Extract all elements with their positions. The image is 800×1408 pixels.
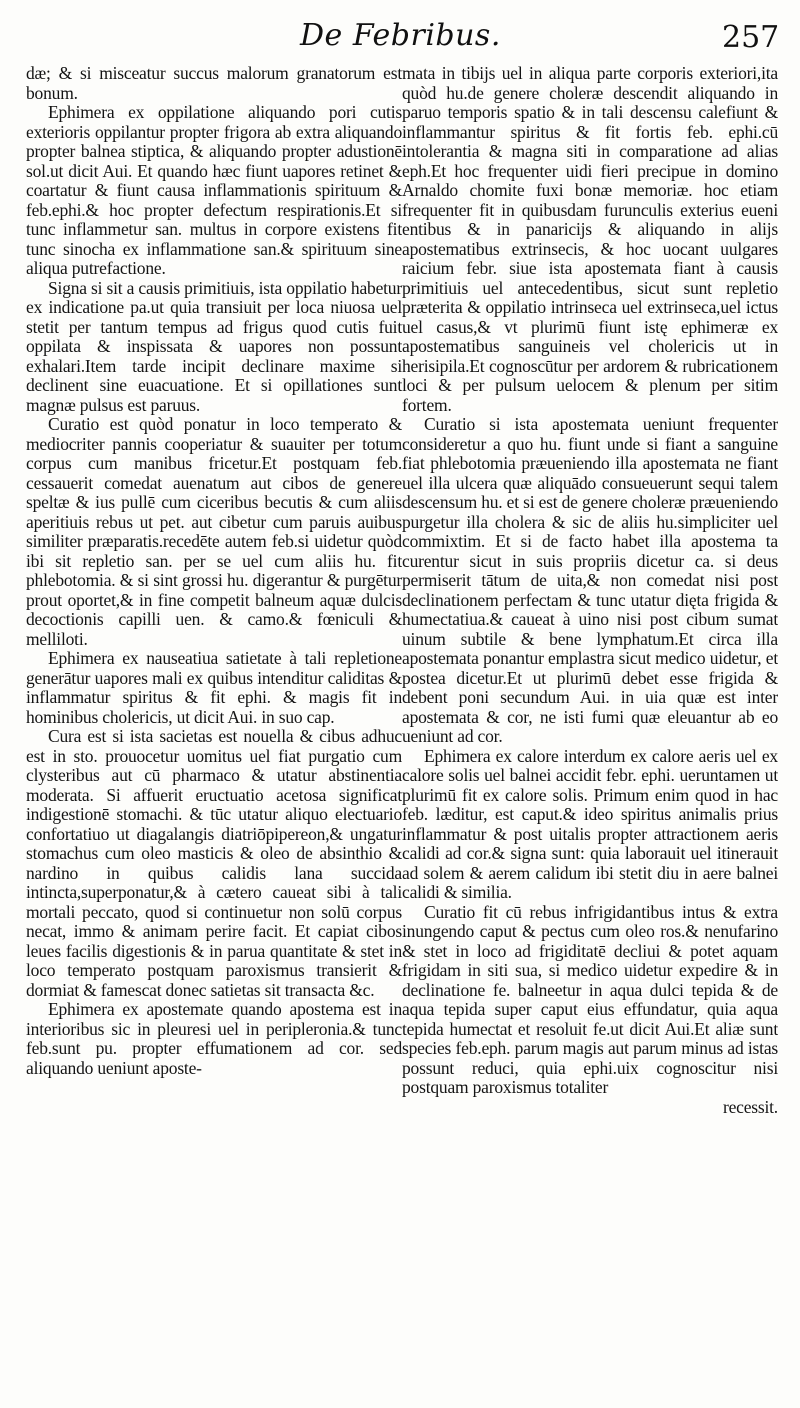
paragraph-closing-word: recessit. (722, 1096, 778, 1117)
paragraph: Ephimera ex apostemate quando apostema est in interioribus sic in pleuresi uel in peripleronia.& tunc feb.sunt pu. propter effumationem ad cor. sed aliquando ueniunt aposte- (26, 999, 402, 1078)
paragraph: Ephimera ex nauseatiua satietate à tali repletione generātur uapores mali ex quibus intenditur caliditas & inflammatur spiritus & fit ephi. & magis fit in hominibus cholericis, ut dicit Aui. in suo cap. (26, 648, 402, 727)
left-text-column (26, 64, 402, 1400)
paragraph: Curatio si ista apostemata ueniunt frequenter consideretur a quo hu. fiunt unde si fiant a sanguine fiat phlebotomia præueniendo illa apostemata ne fiant uel illa ulcera quæ aliquādo consueuerunt sequi talem descensum hu. et si est de genere choleræ præueniendo purgetur illa cholera & sic de aliis hu.simpliciter uel commixtim. Et si de facto habet illa apostema ta curentur sicut in suis propriis dicetur ca. si deus permiserit tātum de uita,& non comedat nisi post declinationem perfectam & tunc utatur dięta frigida & humectatiua.& caueat à uino nisi post cibum sumat uinum subtile & bene lymphatum.Et circa illa apostemata ponantur emplastra sicut medico uidetur, et postea dicetur.Et ut plurimū debet esse frigida & debent poni secundum Aui. in uia quæ est inter apostemata & cor, ne isti fumi quæ eleuantur ab eo ueniunt ad cor. (402, 414, 778, 746)
paragraph: Curatio est quòd ponatur in loco temperato & mediocriter pannis cooperiatur & suauiter per totum corpus cum manibus fricetur.Et postquam feb. cessauerit comedat auenatum aut cibos de genere speltæ & ius pullē cum ciceribus becutis & cum aliis aperitiuis rebus ut pet. aut cibetur cum paruis auibus similiter præparatis.recedēte autem feb.si uidetur quòd ibi sit repletio san. per se uel cum aliis hu. fit phlebotomia. & si sint grossi hu. digerantur & purgētur prout oportet,& in fine competit balneum aquæ dulcis decoctionis capilli uen. & camo.& fœniculi & melliloti. (26, 414, 402, 649)
paragraph: Signa si sit a causis primitiuis, ista oppilatio habetur ex indicatione pa.ut quia transiuit per loca niuosa uel stetit per tantum tempus ad frigus quod cutis fuit oppilata & inspissata & uapores non possunt exhalari.Item tarde incipit declinare maxime si declinent sine euacuatione. Et si opillationes sunt magnæ pulsus est paruus. (26, 277, 402, 415)
paragraph: Ephimera ex calore interdum ex calore aeris uel ex calore solis uel balnei accidit febr. ephi. ueruntamen ut plurimū fit ex calore solis. Primum enim quod in hac feb. læditur, est caput.& ideo spiritus animalis prius inflammatur & post uitalis propter attractionem aeris calidi ad cor.& signa sunt: quia laborauit uel itinerauit ad solem & aerem calidum ibi stetit diu in aere balnei calidi & similia. (402, 745, 778, 902)
paragraph: mata in tibijs uel in aliqua parte corporis exteriori,ita quòd hu.de genere choleræ descendit aliquando in paruo temporis spatio & in tali descensu calefiunt & inflammantur spiritus & fit fortis feb. ephi.cū intolerantia & magna siti in comparatione ad alias eph.Et hoc frequenter uidi fieri precipue in domino Arnaldo chomite fuxi bonæ memoriæ. hoc etiam frequenter fit in quibusdam furunculis exterius eueni entibus & in panaricijs & aliquando in alijs apostematibus extrinsecis, & hoc uocant uulgares raicium febr. siue ista apostemata fiant à causis primitiuis uel antecedentibus, sicut sunt repletio præterita & oppilatio intrinseca uel extrinseca,uel ictus uel casus,& vt plurimū fiunt istę ephimeræ ex apostematibus sanguineis vel cholericis ut in herisipila.Et cognoscūtur per ardorem & rubricationem loci & per pulsum uelocem & plenum per sitim fortem. (402, 64, 778, 415)
paragraph: Ephimera ex oppilatione aliquando pori cutis exterioris oppilantur propter frigora ab extra aliquando propter balnea stiptica, & aliquando propter adustionē sol.ut dicit Aui. Et quando hæc fiunt uapores retinet & coartatur & fiunt causa inflammationis spirituum & feb.ephi.& hoc propter defectum respirationis.Et si tunc inflammetur san. multus in corpore existens fit tunc sinocha ex inflammatione san.& spirituum sine aliqua putrefactione. (26, 102, 402, 278)
page-number: 257 (722, 20, 780, 55)
paragraph: Cura est si ista sacietas est nouella & cibus adhuc est in sto. prouocetur uomitus uel fiat purgatio cum clysteribus aut cū pharmaco & utatur abstinentia moderata. Si affuerit eructuatio acetosa significat indigestionē stomachi. & tūc utatur aliquo electuario confortatiuo ut diagalangis diatriōpipereon,& ungatur stomachus cum oleo masticis & oleo de absinthio & nardino in quibus calidis lana succida intincta,superponatur,& à cætero caueat sibi à tali mortali peccato, quod si continuetur non solū corpus necat, immo & animam perire facit. Et capiat cibos leues facilis digestionis & in parua quantitate & stet in loco temperato postquam paroxismus transierit & dormiat & famescat donec satietas sit transacta &c. (26, 726, 402, 1000)
paragraph: Curatio fit cū rebus infrigidantibus intus & extra inungendo caput & pectus cum oleo ros.& nenufarino & stet in loco ad frigiditatē decliui & potet aquam frigidam in siti sua, si medico uidetur expedire & in declinatione fe. balneetur in aqua dulci tepida & de aqua tepida super caput eius effundatur, quia aqua tepida humectat et resoluit fe.ut dicit Aui.Et aliæ sunt species feb.eph. parum magis aut parum minus ad istas possunt reduci, quia ephi.uix cognoscitur nisi postquam paroxismus totaliter (402, 901, 778, 1097)
running-head-title: De Febribus. (300, 18, 501, 53)
column-gutter (394, 70, 395, 1390)
paragraph: dæ; & si misceatur succus malorum granatorum est bonum. (26, 64, 402, 103)
right-text-column (402, 64, 778, 1400)
